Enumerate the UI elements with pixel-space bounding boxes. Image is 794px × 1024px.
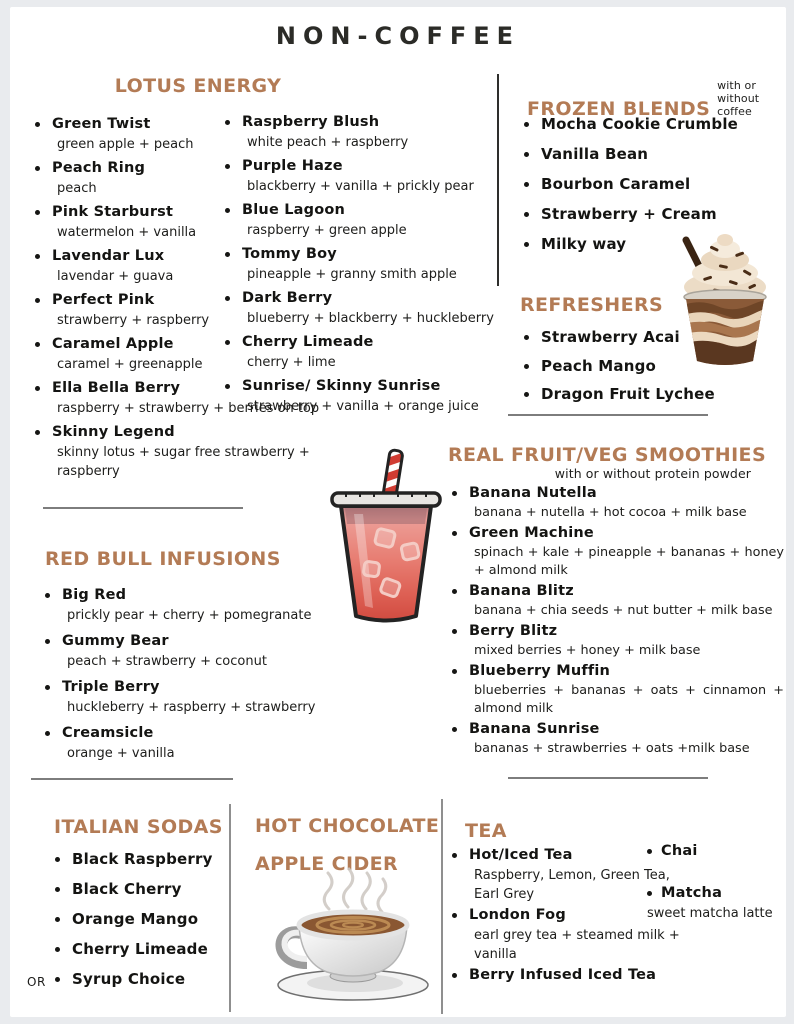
item-description: spinach + kale + pineapple + bananas + honey + almond milk [474, 545, 784, 578]
divider-vertical-top [497, 74, 499, 286]
tea-heading: TEA [465, 820, 507, 842]
item-description: raspberry + strawberry + berries on top [57, 401, 320, 416]
item-name: Green Machine [469, 525, 594, 541]
menu-item: Black Cherry [53, 879, 238, 899]
menu-item: Cherry Limeade [53, 939, 238, 959]
item-description: raspberry + green apple [247, 223, 407, 238]
item-name: Matcha [661, 885, 723, 901]
item-description: strawberry + raspberry [57, 313, 210, 328]
menu-item: Vanilla Bean [522, 144, 792, 164]
item-description: caramel + greenapple [57, 357, 203, 372]
menu-item [223, 200, 515, 240]
apple-cider-heading: APPLE CIDER [255, 853, 399, 875]
menu-item [33, 422, 333, 481]
item-description: earl grey tea + steamed milk + vanilla [474, 928, 680, 962]
menu-item [223, 288, 515, 328]
divider [31, 778, 233, 780]
item-name: Chai [661, 843, 698, 859]
item-description: white peach + raspberry [247, 135, 409, 150]
or-label: OR [27, 975, 46, 989]
menu-item: Black Raspberry [53, 849, 238, 869]
menu-item [43, 631, 373, 671]
item-name: Green Twist [52, 116, 151, 132]
item-description: watermelon + vanilla [57, 225, 197, 240]
divider [43, 507, 243, 509]
item-description: peach + strawberry + coconut [67, 654, 267, 669]
item-name: Berry Blitz [469, 623, 558, 639]
menu-item [43, 677, 373, 717]
smoothies-heading: REAL FRUIT/VEG SMOOTHIES [448, 444, 767, 466]
item-description: cherry + lime [247, 355, 336, 370]
frozen-blends-subtitle: with or without coffee [717, 79, 760, 118]
item-description: huckleberry + raspberry + strawberry [67, 700, 316, 715]
menu-item: Strawberry Acai [522, 327, 792, 347]
item-description: peach [57, 181, 97, 196]
item-description: orange + vanilla [67, 746, 175, 761]
item-name: Creamsicle [62, 725, 154, 741]
item-name: Sunrise/ Skinny Sunrise [242, 378, 441, 394]
menu-sheet [10, 7, 786, 1017]
item-name: Blue Lagoon [242, 202, 346, 218]
item-description: green apple + peach [57, 137, 194, 152]
menu-item: Orange Mango [53, 909, 238, 929]
refreshers-heading: REFRESHERS [520, 294, 664, 316]
menu-item [223, 376, 515, 416]
menu-item: Dragon Fruit Lychee [522, 384, 792, 404]
item-name: Peach Ring [52, 160, 146, 176]
item-description: prickly pear + cherry + pomegranate [67, 608, 312, 623]
item-name: Banana Blitz [469, 583, 574, 599]
italian-sodas-heading: ITALIAN SODAS [54, 816, 223, 838]
hot-chocolate-heading: HOT CHOCOLATE [255, 815, 440, 837]
item-name: Syrup Choice [72, 970, 186, 988]
menu-item [223, 332, 515, 372]
item-name: Cherry Limeade [242, 334, 374, 350]
item-description: blueberry + blackberry + huckleberry [247, 311, 494, 326]
menu-item: Peach Mango [522, 356, 792, 376]
item-name: Triple Berry [62, 679, 160, 695]
italian-sodas-list [27, 849, 238, 999]
menu-item [450, 719, 784, 758]
menu-item [223, 112, 515, 152]
menu-item [43, 723, 373, 763]
item-name: Ella Bella Berry [52, 380, 181, 396]
item-name: Banana Sunrise [469, 721, 600, 737]
iced-drink-illustration [320, 444, 452, 630]
item-description: bananas + strawberries + oats +milk base [474, 741, 750, 756]
item-name: Dark Berry [242, 290, 333, 306]
item-description: Raspberry, Lemon, Green Tea, Earl Grey [474, 868, 670, 902]
item-description: pineapple + granny smith apple [247, 267, 457, 282]
refreshers-list [522, 327, 792, 413]
item-description: banana + nutella + hot cocoa + milk base [474, 505, 747, 520]
tea-column-2 [645, 841, 794, 944]
divider [508, 777, 708, 779]
item-description: skinny lotus + sugar free strawberry + raspberry [57, 445, 310, 479]
item-name: Purple Haze [242, 158, 343, 174]
item-description: blackberry + vanilla + prickly pear [247, 179, 474, 194]
item-name: Caramel Apple [52, 336, 174, 352]
lotus-energy-column-2 [223, 112, 515, 420]
item-name: Raspberry Blush [242, 114, 380, 130]
smoothies-list [450, 483, 784, 759]
item-description: banana + chia seeds + nut butter + milk base [474, 603, 773, 618]
item-name: Gummy Bear [62, 633, 169, 649]
menu-item: Milky way [522, 234, 792, 254]
smoothies-subtitle: with or without protein powder [554, 466, 751, 481]
item-description: sweet matcha latte [647, 906, 773, 921]
page-title: NON-COFFEE [275, 22, 521, 50]
item-name: Hot/Iced Tea [469, 847, 573, 863]
menu-item: Strawberry + Cream [522, 204, 792, 224]
item-name: Banana Nutella [469, 485, 597, 501]
item-name: Skinny Legend [52, 424, 175, 440]
item-description: blueberries + bananas + oats + cinnamon + almond milk [474, 683, 784, 716]
item-name: Big Red [62, 587, 127, 603]
menu-item: Bourbon Caramel [522, 174, 792, 194]
menu-item: Mocha Cookie Crumble [522, 114, 792, 134]
red-bull-infusions-heading: RED BULL INFUSIONS [45, 548, 281, 570]
menu-item [450, 523, 784, 580]
item-description: mixed berries + honey + milk base [474, 643, 701, 658]
item-name: Tommy Boy [242, 246, 337, 262]
item-name: Perfect Pink [52, 292, 155, 308]
item-name: Berry Infused Iced Tea [469, 967, 657, 983]
item-name: Pink Starburst [52, 204, 174, 220]
item-description: strawberry + vanilla + orange juice [247, 399, 479, 414]
item-description: lavendar + guava [57, 269, 174, 284]
menu-item [450, 965, 682, 986]
menu-item [645, 841, 794, 862]
menu-item [223, 244, 515, 284]
frozen-blends-title: FROZEN BLENDS [527, 98, 711, 120]
divider [508, 414, 708, 416]
menu-item [450, 483, 784, 522]
menu-item [450, 581, 784, 620]
menu-item [223, 156, 515, 196]
menu-item [645, 883, 794, 923]
menu-item [450, 661, 784, 718]
lotus-energy-heading: LOTUS ENERGY [114, 75, 282, 97]
menu-item [450, 621, 784, 660]
item-name: Lavendar Lux [52, 248, 165, 264]
hot-drink-illustration [253, 865, 448, 1005]
menu-item-syrup-choice [27, 969, 238, 989]
item-name: Blueberry Muffin [469, 663, 611, 679]
item-name: London Fog [469, 907, 566, 923]
